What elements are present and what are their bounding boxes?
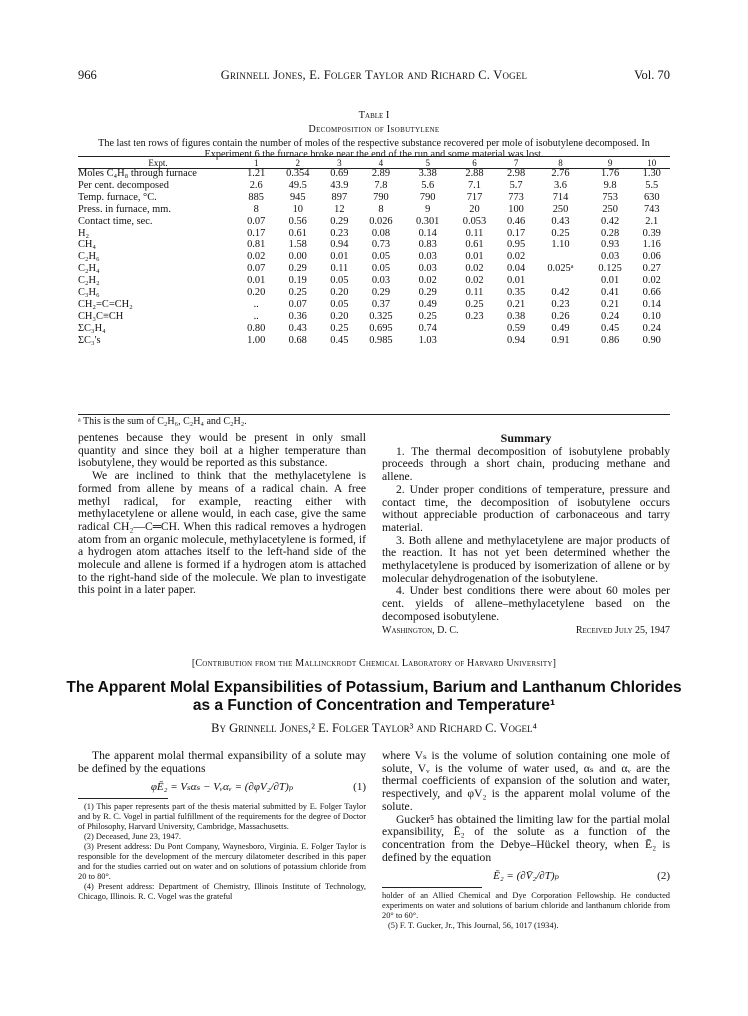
table-cell: 0.56 — [288, 215, 307, 227]
table-cell: 0.29 — [371, 287, 391, 299]
footnote: (1) This paper represents part of the thesis material submitted by E. Folger Taylor and by R. C. Vogel in partial fulfillment of the requirements for the degree of Doctor of Philosophy, Harvard University, Cambridge, Massachusetts. — [78, 802, 366, 832]
table-cell: 885 — [248, 191, 264, 203]
article-left-column — [78, 750, 366, 902]
table-cell: 0.01 — [330, 251, 349, 263]
summary-heading: Summary — [500, 431, 552, 445]
table-cell: 0.14 — [418, 227, 437, 239]
table-bottom-rule — [78, 414, 670, 415]
contribution-line: [Contribution from the Mallinckrodt Chemical Laboratory of Harvard University] — [191, 658, 557, 669]
experiment-header: 8 — [558, 158, 563, 168]
table-cell: 3.6 — [553, 179, 567, 191]
equation-2-number: (2) — [657, 870, 670, 883]
table-cell: 10 — [292, 203, 303, 215]
table-cell: 9 — [425, 203, 431, 215]
table-caption: The last ten rows of figures contain the number of moles of the respective substance recovered per mole of isobutylene decomposed. In Experiment 6 the furnace broke near the end of the run and some material was lost. — [98, 138, 650, 160]
experiment-header: 4 — [378, 158, 384, 168]
running-head — [78, 68, 670, 84]
table-cell: 0.25 — [330, 322, 349, 334]
table-row — [78, 216, 670, 228]
table-cell: 0.93 — [601, 239, 620, 251]
row-label: H₂ — [78, 227, 90, 239]
row-label: Press. in furnace, mm. — [78, 203, 171, 215]
paragraph-pentenes: pentenes because they would be present in only small quantity and since they boil at a higher temperature than isobutylene, they would be reported as this substance. — [78, 431, 366, 470]
experiment-header: 2 — [295, 158, 301, 168]
table-row — [78, 204, 670, 216]
table-row — [78, 228, 670, 240]
table-cell: 0.02 — [465, 263, 484, 275]
table-cell: 0.21 — [506, 298, 526, 310]
table-row — [78, 180, 670, 192]
table-row — [78, 287, 670, 299]
experiment-header: 6 — [472, 158, 477, 168]
table-cell: 3.38 — [418, 168, 437, 179]
table-cell: 0.66 — [642, 287, 661, 299]
table-cell: 0.45 — [601, 322, 620, 334]
table-cell: 945 — [289, 191, 306, 203]
table-cell: 0.14 — [642, 298, 661, 310]
row-label: C₂H₆ — [78, 251, 100, 263]
article-right-column — [382, 750, 670, 931]
table-cell: 0.325 — [369, 310, 393, 322]
table-cell: 0.03 — [371, 275, 391, 287]
table-cell: 0.43 — [551, 215, 570, 227]
table-cell: 0.025ᵃ — [547, 263, 574, 275]
table-cell: 7.8 — [374, 179, 388, 191]
table-cell — [451, 335, 498, 347]
table-cell: 0.29 — [418, 287, 437, 299]
table-row — [78, 299, 670, 311]
table-cell: 250 — [602, 203, 618, 215]
table-cell: 0.01 — [247, 275, 266, 287]
table-cell: 0.46 — [506, 215, 526, 227]
table-cell: 0.00 — [288, 251, 307, 263]
table-cell: 0.301 — [416, 215, 440, 227]
table-cell: 0.04 — [506, 263, 526, 275]
experiment-header: 5 — [425, 158, 430, 168]
table-cell: 0.45 — [330, 334, 349, 346]
row-label: CH₃C≡CH — [78, 310, 124, 322]
table-top-rule — [78, 156, 670, 157]
table-cell: 0.35 — [506, 287, 526, 299]
row-label: C₃H₆ — [78, 287, 100, 299]
table-cell: 0.03 — [418, 263, 437, 275]
table-cell: 0.69 — [330, 168, 349, 179]
table-cell: 0.01 — [601, 275, 620, 287]
experiment-header: 1 — [253, 158, 259, 168]
table-cell: 0.02 — [642, 275, 661, 287]
table-row — [78, 275, 670, 287]
table-cell: 0.17 — [506, 227, 526, 239]
table-cell: 7.1 — [467, 179, 481, 191]
table-cell: 0.20 — [330, 310, 349, 322]
row-label: Contact time, sec. — [78, 215, 153, 227]
table-cell: 0.11 — [330, 263, 349, 275]
row-label: Temp. furnace, °C. — [78, 191, 157, 203]
table-cell: 0.20 — [247, 287, 266, 299]
table-cell: 0.24 — [601, 310, 620, 322]
table-cell: 0.20 — [330, 287, 349, 299]
footnotes-left — [78, 802, 366, 902]
location: Washington, D. C. — [382, 624, 459, 636]
table-cell: 0.95 — [506, 239, 526, 251]
article-byline: By Grinnell Jones,² E. Folger Taylor³ and Richard C. Vogel⁴ — [211, 721, 537, 735]
table-cell: 250 — [552, 203, 569, 215]
table-cell: 0.43 — [288, 322, 307, 334]
table-cell: 5.6 — [421, 179, 435, 191]
left-column-text — [78, 432, 366, 597]
table-row — [78, 251, 670, 263]
table-cell: 0.19 — [288, 275, 307, 287]
table-row — [78, 168, 670, 180]
table-row — [78, 263, 670, 275]
table-cell: 0.07 — [247, 215, 266, 227]
table-cell: 1.58 — [288, 239, 307, 251]
table-cell — [534, 251, 586, 263]
table-cell: 0.06 — [642, 251, 661, 263]
row-label: C₂H₂ — [78, 275, 100, 287]
table-cell: 0.61 — [465, 239, 484, 251]
table-cell — [534, 275, 586, 287]
table-cell: 0.94 — [330, 239, 349, 251]
table-cell: 0.91 — [551, 334, 570, 346]
summary-item: 3. Both allene and methylacetylene are major products of the reaction. It has not yet been determined whether the methylacetylene is produced by isomerization of allene or by molecular dehydrogenation of the isobutylene. — [382, 533, 670, 585]
table-cell: 0.07 — [288, 298, 307, 310]
table-cell: 0.23 — [465, 310, 484, 322]
article-title: The Apparent Molal Expansibilities of Potassium, Barium and Lanthanum Chlorides as a Function of Concentration and Temperature¹ — [66, 679, 682, 714]
table-title: Table I — [358, 110, 390, 121]
table-cell: 49.5 — [288, 179, 307, 191]
table-cell: 2.98 — [506, 168, 526, 179]
experiment-header: 10 — [647, 158, 657, 168]
table-cell: 0.74 — [418, 322, 437, 334]
table-cell: 790 — [419, 191, 436, 203]
table-cell: 0.68 — [288, 334, 307, 346]
table-cell: 0.25 — [551, 227, 570, 239]
table-cell: 8 — [253, 203, 259, 215]
table-cell: 0.29 — [330, 215, 349, 227]
table-cell: 0.25 — [418, 310, 437, 322]
row-label: C₂H₄ — [78, 263, 100, 275]
table-cell: 630 — [643, 191, 660, 203]
table-cell: 790 — [373, 191, 389, 203]
footnote: (3) Present address: Du Pont Company, Waynesboro, Virginia. E. Folger Taylor is responsible for the development of the mercury dilatometer described in this paper and for the studies carried out on water and on solutions of potassium chloride from 20 to 80°. — [78, 842, 366, 882]
table-cell: 0.86 — [601, 334, 620, 346]
table-cell: 43.9 — [330, 179, 349, 191]
table-row — [78, 323, 670, 335]
table-cell: 0.10 — [642, 310, 661, 322]
equation-1-body: φĒ₂ = Vₛαₛ − Vᵥαᵥ = (∂φV₂/∂T)ₚ — [150, 781, 294, 794]
table-cell: 0.053 — [462, 215, 487, 227]
table-cell: .. — [253, 298, 259, 310]
table-cell: 0.39 — [642, 227, 661, 239]
footnote: (5) F. T. Gucker, Jr., This Journal, 56, 1017 (1934). — [388, 921, 559, 931]
table-cell: 0.28 — [601, 227, 620, 239]
received-date: Received July 25, 1947 — [575, 624, 670, 636]
table-cell: 0.05 — [371, 251, 391, 263]
row-label: ΣC₃H₄ — [78, 322, 106, 334]
table-cell: 0.985 — [369, 334, 393, 346]
table-cell: 0.11 — [465, 227, 484, 239]
table-cell: 1.03 — [418, 334, 437, 346]
experiment-header: 3 — [337, 158, 342, 168]
footnote: (4) Present address: Department of Chemistry, Illinois Institute of Technology, Chicago, Illinois. R. C. Vogel was the grateful — [78, 882, 366, 902]
table-cell: 0.25 — [465, 298, 484, 310]
table-cell: 2.1 — [645, 215, 659, 227]
table-cell: 0.01 — [465, 251, 484, 263]
table-cell: 0.81 — [247, 239, 266, 251]
table-cell: 1.76 — [601, 168, 620, 179]
table-cell: 20 — [469, 203, 480, 215]
table-cell: 0.61 — [288, 227, 307, 239]
table-cell: 0.42 — [601, 215, 620, 227]
paragraph-radical-chain: We are inclined to think that the methylacetylene is formed from allene by means of a radical chain. A free methyl radical, for example, reacting either with methylacetylene or allene would, in each case, give the same radical CH₂—C═CH. When this radical removes a hydrogen atom from an organic molecule, methylacetylene is formed, if a hydrogen atom attaches itself to the left-hand side of the molecule and allene is formed if a hydrogen atom is attached to the right-hand side of the molecule. We plan to investigate this point in a later paper. — [78, 469, 366, 597]
paragraph-definition: The apparent molal thermal expansibility of a solute may be defined by the equations — [78, 749, 366, 775]
table-cell: 0.94 — [506, 334, 526, 346]
table-cell: 2.76 — [551, 168, 570, 179]
table-cell: 0.02 — [465, 275, 484, 287]
experiment-header: 7 — [513, 158, 519, 168]
equation-2 — [382, 870, 670, 883]
table-cell: 0.354 — [286, 168, 310, 179]
table-cell: 897 — [331, 191, 348, 203]
table-cell: 100 — [508, 203, 524, 215]
table-cell: 5.5 — [645, 179, 659, 191]
footnote-rule — [382, 887, 482, 888]
table-cell: 0.23 — [330, 227, 349, 239]
summary-item: 4. Under best conditions there were about 60 moles per cent. yields of allene–methylacetylene based on the decomposed isobutylene. — [382, 584, 670, 623]
footnote: holder of an Allied Chemical and Dye Corporation Fellowship. He conducted experiments on water and solutions of barium chloride and lanthanum chloride from 20° to 60°. — [382, 891, 670, 921]
table-row — [78, 335, 670, 347]
table-cell: 717 — [466, 191, 483, 203]
table-cell: 0.125 — [598, 263, 622, 275]
experiment-header: 9 — [607, 158, 613, 168]
decomposition-table — [78, 158, 670, 347]
table-cell: 0.26 — [551, 310, 570, 322]
table-cell: 0.03 — [601, 251, 620, 263]
footnote-rule — [78, 798, 168, 799]
table-cell: 0.37 — [371, 298, 391, 310]
table-cell: 0.07 — [247, 263, 266, 275]
table-cell: 2.89 — [371, 168, 391, 179]
equation-1-number: (1) — [353, 781, 366, 794]
table-cell: 0.73 — [371, 239, 391, 251]
table-cell: 9.8 — [603, 179, 617, 191]
table-cell: 2.6 — [249, 179, 263, 191]
table-cell: 12 — [334, 203, 345, 215]
page-number: 966 — [78, 68, 97, 82]
table-cell: 5.7 — [509, 179, 523, 191]
equation-2-body: Ē₂ = (∂V̄₂/∂T)ₚ — [493, 870, 559, 883]
row-label: CH₂=C=CH₂ — [78, 298, 133, 310]
table-cell — [451, 323, 498, 335]
table-cell: 8 — [378, 203, 384, 215]
table-row — [78, 239, 670, 251]
table-cell: 0.38 — [506, 310, 526, 322]
table-footnote: ᵃ This is the sum of C₂H₆, C₂H₄ and C₂H₂. — [78, 416, 247, 427]
table-cell: 0.49 — [551, 322, 570, 334]
table-cell: 0.08 — [371, 227, 391, 239]
table-cell: 2.88 — [465, 168, 484, 179]
table-cell: 0.36 — [288, 310, 307, 322]
table-cell: 0.24 — [642, 322, 661, 334]
table-cell: 0.695 — [369, 322, 393, 334]
table-cell: 1.10 — [551, 239, 570, 251]
table-cell: 0.23 — [551, 298, 570, 310]
table-cell: 0.27 — [642, 263, 661, 275]
summary-item: 1. The thermal decomposition of isobutylene probably proceeds through a short chain, producing methane and allene. — [382, 444, 670, 484]
table-subtitle: Decomposition of Isobutylene — [308, 124, 440, 135]
table-cell: 0.02 — [418, 275, 437, 287]
table-cell: 1.21 — [247, 168, 266, 179]
table-cell: 0.01 — [506, 275, 526, 287]
signature-line — [382, 625, 670, 638]
table-cell: .. — [253, 310, 259, 322]
table-cell: 0.026 — [369, 215, 393, 227]
table-cell: 753 — [602, 191, 618, 203]
footnotes-right — [382, 891, 670, 931]
table-cell: 1.00 — [247, 334, 266, 346]
summary-item: 2. Under proper conditions of temperature, pressure and contact time, the decomposition of isobutylene occurs without appreciable production of carbonaceous and tarry material. — [382, 482, 670, 534]
table-cell: 0.80 — [247, 322, 266, 334]
equation-1 — [78, 781, 366, 794]
table-row — [78, 192, 670, 204]
table-cell: 0.05 — [330, 298, 349, 310]
paragraph-gucker: Gucker⁵ has obtained the limiting law for the partial molal expansibility, Ē₂ of the solute as a function of the concentration from the Debye–Hückel theory, when Ē₂ is defined by the equation — [382, 812, 670, 864]
row-label: ΣC₃'s — [78, 334, 101, 346]
table-cell: 0.90 — [642, 334, 661, 346]
summary-section — [382, 432, 670, 638]
table-cell: 0.42 — [551, 287, 570, 299]
table-cell: 0.02 — [247, 251, 266, 263]
table-cell: 0.49 — [418, 298, 437, 310]
table-row — [78, 311, 670, 323]
footnote: (2) Deceased, June 23, 1947. — [84, 832, 181, 842]
table-cell: 0.11 — [465, 287, 484, 299]
table-cell: 0.17 — [247, 227, 266, 239]
table-header-rule — [78, 168, 670, 169]
table-cell: 714 — [552, 191, 569, 203]
table-cell: 1.30 — [642, 168, 661, 179]
table-cell: 0.03 — [418, 251, 437, 263]
table-cell: 773 — [508, 191, 524, 203]
row-label: CH₄ — [78, 239, 97, 251]
row-label: Moles C₄H₈ through furnace — [78, 168, 197, 179]
volume-number: Vol. 70 — [634, 68, 670, 82]
paragraph-where: where Vₛ is the volume of solution containing one mole of solute, Vᵥ is the volume of water used, αₛ and αᵥ are the thermal coefficients of expansion of the solution and water, respectively, and φV₂ is the apparent molal volume of the solute. — [382, 749, 670, 813]
table-cell: 0.25 — [288, 287, 307, 299]
header-label: Expt. — [148, 158, 168, 168]
table-cell: 743 — [643, 203, 660, 215]
table-cell: 0.05 — [330, 275, 349, 287]
table-cell: 0.05 — [371, 263, 391, 275]
table-cell: 0.02 — [506, 251, 526, 263]
table-cell: 0.41 — [601, 287, 620, 299]
table-cell: 0.21 — [601, 298, 620, 310]
table-header-row — [78, 158, 670, 168]
row-label: Per cent. decomposed — [78, 179, 169, 191]
running-head-authors: Grinnell Jones, E. Folger Taylor and Richard C. Vogel — [220, 68, 528, 82]
table-cell: 0.59 — [506, 322, 526, 334]
table-cell: 0.29 — [288, 263, 307, 275]
table-cell: 0.83 — [418, 239, 437, 251]
table-cell: 1.16 — [642, 239, 661, 251]
